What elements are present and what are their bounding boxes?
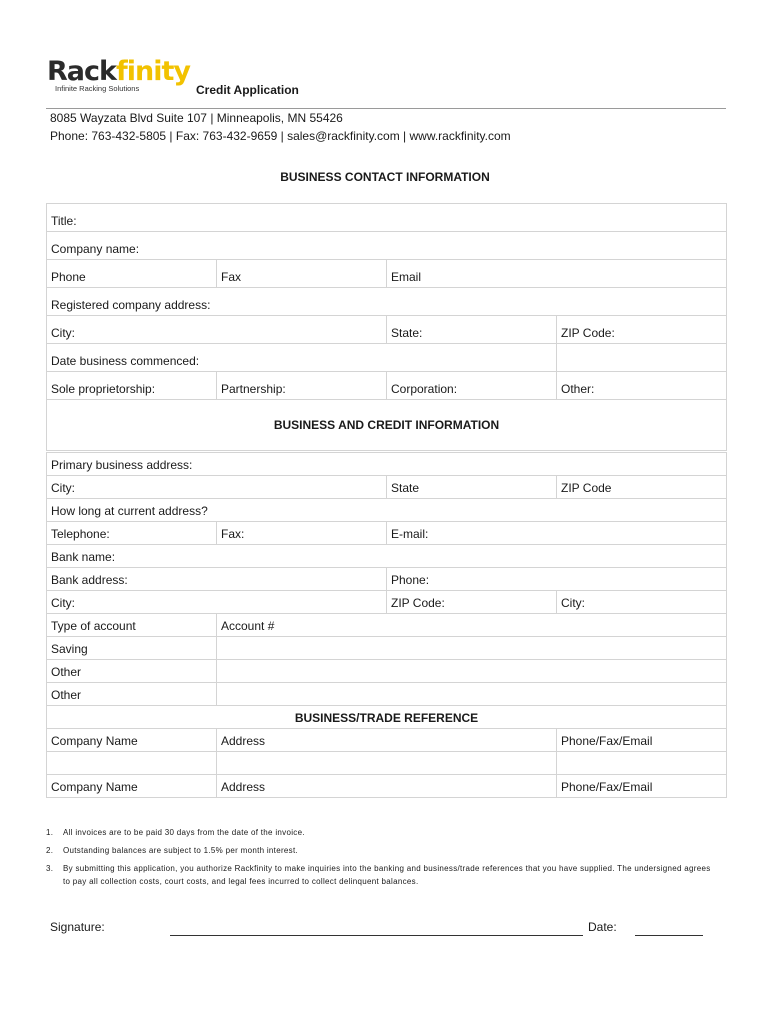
credit-state-field[interactable]: State [387, 476, 557, 499]
company-address: 8085 Wayzata Blvd Suite 107 | Minneapolis, MN 55426 [50, 111, 343, 125]
saving-account-field[interactable] [217, 637, 727, 660]
contact-section-title: BUSINESS CONTACT INFORMATION [280, 170, 490, 184]
credit-city-field[interactable]: City: [47, 476, 387, 499]
logo-tagline: Infinite Racking Solutions [55, 84, 140, 93]
bank-name-field[interactable]: Bank name: [47, 545, 727, 568]
date-label: Date: [588, 920, 617, 934]
how-long-field[interactable]: How long at current address? [47, 499, 727, 522]
sole-proprietorship-field[interactable]: Sole proprietorship: [47, 372, 217, 400]
ref2-company-label: Company Name [47, 775, 217, 798]
date-commenced-field[interactable]: Date business commenced: [47, 344, 557, 372]
bank-city-field[interactable]: City: [47, 591, 387, 614]
date-line[interactable] [635, 935, 703, 936]
corporation-field[interactable]: Corporation: [387, 372, 557, 400]
title-field[interactable]: Title: [47, 204, 727, 232]
ref1-contact-label: Phone/Fax/Email [557, 729, 727, 752]
ref1-address-field[interactable] [217, 752, 557, 775]
registered-address-field[interactable]: Registered company address: [47, 288, 727, 316]
bank-address-field[interactable]: Bank address: [47, 568, 387, 591]
saving-label: Saving [47, 637, 217, 660]
credit-email-field[interactable]: E-mail: [387, 522, 727, 545]
contact-info-table [46, 203, 727, 451]
other-entity-field[interactable]: Other: [557, 372, 727, 400]
ref2-contact-label: Phone/Fax/Email [557, 775, 727, 798]
ref1-address-label: Address [217, 729, 557, 752]
account-number-field[interactable]: Account # [217, 614, 727, 637]
ref1-company-field[interactable] [47, 752, 217, 775]
credit-section-title: BUSINESS AND CREDIT INFORMATION [47, 400, 727, 451]
other-account-label: Other [47, 660, 217, 683]
account-type-label: Type of account [47, 614, 217, 637]
bank-city2-field[interactable]: City: [557, 591, 727, 614]
company-name-field[interactable]: Company name: [47, 232, 727, 260]
header-divider [46, 108, 726, 109]
logo-wordmark: Rackfinity [47, 56, 190, 87]
city-field[interactable]: City: [47, 316, 387, 344]
other-account-field-2[interactable] [217, 683, 727, 706]
telephone-field[interactable]: Telephone: [47, 522, 217, 545]
company-contact: Phone: 763-432-5805 | Fax: 763-432-9659 | sales@rackfinity.com | www.rackfinity.com [50, 129, 511, 143]
other-account-field[interactable] [217, 660, 727, 683]
phone-field[interactable]: Phone [47, 260, 217, 288]
document-title: Credit Application [196, 83, 299, 97]
other-account-label-2: Other [47, 683, 217, 706]
ref2-address-label: Address [217, 775, 557, 798]
reference-section-title: BUSINESS/TRADE REFERENCE [47, 706, 727, 729]
bank-zip-field[interactable]: ZIP Code: [387, 591, 557, 614]
primary-address-field[interactable]: Primary business address: [47, 453, 727, 476]
credit-zip-field[interactable]: ZIP Code [557, 476, 727, 499]
zip-field[interactable]: ZIP Code: [557, 316, 727, 344]
bank-phone-field[interactable]: Phone: [387, 568, 727, 591]
signature-line[interactable] [170, 935, 583, 936]
ref1-contact-field[interactable] [557, 752, 727, 775]
company-logo [47, 58, 197, 94]
ref1-company-label: Company Name [47, 729, 217, 752]
fax-field[interactable]: Fax [217, 260, 387, 288]
state-field[interactable]: State: [387, 316, 557, 344]
partnership-field[interactable]: Partnership: [217, 372, 387, 400]
credit-info-table [46, 452, 727, 798]
date-commenced-extra[interactable] [557, 344, 727, 372]
credit-fax-field[interactable]: Fax: [217, 522, 387, 545]
email-field[interactable]: Email [387, 260, 727, 288]
signature-label: Signature: [50, 920, 105, 934]
